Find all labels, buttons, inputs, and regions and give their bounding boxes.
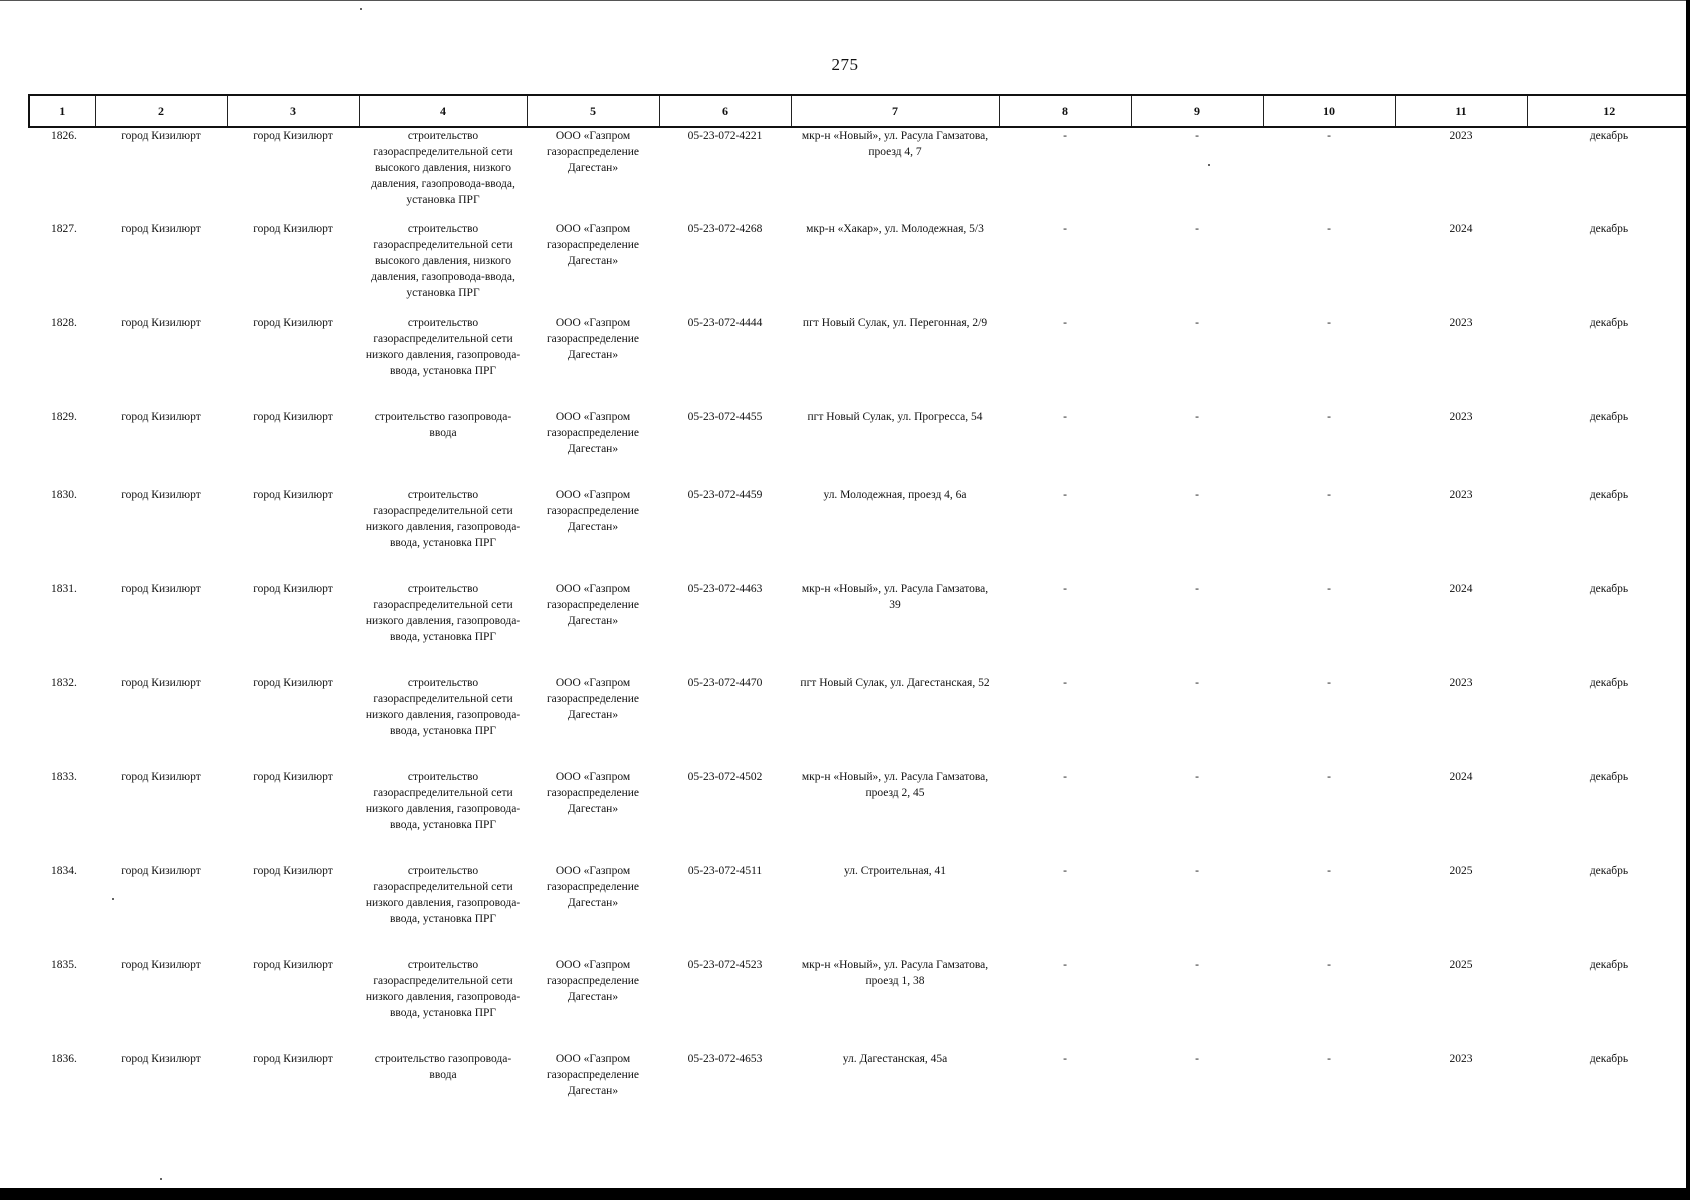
- row-number: 1836.: [51, 1053, 77, 1065]
- work-description-cell: строительство газораспределительной сети низкого давления, газопровода-ввода, установка ПРГ: [365, 317, 521, 377]
- dash-cell: -: [1063, 865, 1067, 877]
- address-cell: пгт Новый Сулак, ул. Перегонная, 2/9: [802, 317, 988, 329]
- organization-cell: ООО «Газпром газораспределение Дагестан»: [546, 130, 640, 174]
- address-cell: мкр-н «Хакар», ул. Молодежная, 5/3: [806, 223, 984, 235]
- dash-cell: -: [1195, 583, 1199, 595]
- dash-cell: -: [1063, 1053, 1067, 1065]
- organization-cell: ООО «Газпром газораспределение Дагестан»: [546, 583, 640, 627]
- column-header: 1: [29, 95, 95, 127]
- table-row: [29, 769, 1690, 863]
- dash-cell: -: [1327, 771, 1331, 783]
- year-cell: 2023: [1449, 489, 1473, 501]
- municipality-cell: город Кизилюрт: [121, 959, 201, 971]
- scan-bottom-edge: [0, 1188, 1690, 1200]
- row-number: 1835.: [51, 959, 77, 971]
- month-cell: декабрь: [1589, 865, 1629, 877]
- organization-cell: ООО «Газпром газораспределение Дагестан»: [546, 1053, 640, 1097]
- work-description-cell: строительство газораспределительной сети высокого давления, низкого давления, газопровода-ввода, установка ПРГ: [371, 223, 515, 299]
- dash-cell: -: [1063, 677, 1067, 689]
- row-number: 1826.: [51, 130, 77, 142]
- organization-cell: ООО «Газпром газораспределение Дагестан»: [546, 677, 640, 721]
- settlement-cell: город Кизилюрт: [253, 959, 333, 971]
- row-number: 1830.: [51, 489, 77, 501]
- organization-cell: ООО «Газпром газораспределение Дагестан»: [546, 223, 640, 267]
- address-cell: мкр-н «Новый», ул. Расула Гамзатова, проезд 2, 45: [801, 771, 989, 799]
- table-row: [29, 1051, 1690, 1129]
- month-cell: декабрь: [1589, 411, 1629, 423]
- month-cell: декабрь: [1589, 223, 1629, 235]
- dash-cell: -: [1195, 130, 1199, 142]
- year-cell: 2023: [1449, 130, 1473, 142]
- column-header: 10: [1263, 95, 1395, 127]
- work-description-cell: строительство газораспределительной сети низкого давления, газопровода-ввода, установка ПРГ: [365, 959, 521, 1019]
- work-description-cell: строительство газораспределительной сети низкого давления, газопровода-ввода, установка ПРГ: [365, 677, 521, 737]
- table-row: [29, 487, 1690, 581]
- column-header: 8: [999, 95, 1131, 127]
- work-description-cell: строительство газораспределительной сети низкого давления, газопровода-ввода, установка ПРГ: [365, 865, 521, 925]
- dash-cell: -: [1327, 489, 1331, 501]
- municipality-cell: город Кизилюрт: [121, 317, 201, 329]
- settlement-cell: город Кизилюрт: [253, 771, 333, 783]
- gasification-schedule-table: [28, 94, 1690, 1129]
- month-cell: декабрь: [1589, 1053, 1629, 1065]
- address-cell: пгт Новый Сулак, ул. Прогресса, 54: [807, 411, 983, 423]
- table-row: [29, 957, 1690, 1051]
- column-number-row: [29, 95, 1690, 127]
- month-cell: декабрь: [1589, 317, 1629, 329]
- municipality-cell: город Кизилюрт: [121, 1053, 201, 1065]
- municipality-cell: город Кизилюрт: [121, 130, 201, 142]
- object-code-cell: 05-23-072-4463: [687, 583, 763, 595]
- row-number: 1834.: [51, 865, 77, 877]
- object-code-cell: 05-23-072-4653: [687, 1053, 763, 1065]
- organization-cell: ООО «Газпром газораспределение Дагестан»: [546, 411, 640, 455]
- dash-cell: -: [1327, 1053, 1331, 1065]
- address-cell: мкр-н «Новый», ул. Расула Гамзатова, проезд 1, 38: [801, 959, 989, 987]
- object-code-cell: 05-23-072-4455: [687, 411, 763, 423]
- row-number: 1832.: [51, 677, 77, 689]
- settlement-cell: город Кизилюрт: [253, 865, 333, 877]
- address-cell: мкр-н «Новый», ул. Расула Гамзатова, 39: [801, 583, 989, 611]
- year-cell: 2023: [1449, 1053, 1473, 1065]
- scan-right-edge: [1686, 0, 1690, 1200]
- municipality-cell: город Кизилюрт: [121, 865, 201, 877]
- month-cell: декабрь: [1589, 583, 1629, 595]
- municipality-cell: город Кизилюрт: [121, 771, 201, 783]
- settlement-cell: город Кизилюрт: [253, 130, 333, 142]
- dash-cell: -: [1195, 411, 1199, 423]
- dash-cell: -: [1195, 771, 1199, 783]
- table-row: [29, 315, 1690, 409]
- row-number: 1833.: [51, 771, 77, 783]
- row-number: 1827.: [51, 223, 77, 235]
- settlement-cell: город Кизилюрт: [253, 223, 333, 235]
- dash-cell: -: [1063, 223, 1067, 235]
- settlement-cell: город Кизилюрт: [253, 489, 333, 501]
- dash-cell: -: [1063, 959, 1067, 971]
- settlement-cell: город Кизилюрт: [253, 411, 333, 423]
- column-header: 6: [659, 95, 791, 127]
- column-header: 4: [359, 95, 527, 127]
- dash-cell: -: [1327, 583, 1331, 595]
- column-header: 5: [527, 95, 659, 127]
- table-row: [29, 581, 1690, 675]
- address-cell: пгт Новый Сулак, ул. Дагестанская, 52: [800, 677, 990, 689]
- work-description-cell: строительство газораспределительной сети низкого давления, газопровода-ввода, установка ПРГ: [365, 583, 521, 643]
- organization-cell: ООО «Газпром газораспределение Дагестан»: [546, 771, 640, 815]
- dash-cell: -: [1063, 317, 1067, 329]
- scan-speck: [360, 8, 362, 10]
- month-cell: декабрь: [1589, 677, 1629, 689]
- municipality-cell: город Кизилюрт: [121, 489, 201, 501]
- work-description-cell: строительство газораспределительной сети низкого давления, газопровода-ввода, установка ПРГ: [365, 489, 521, 549]
- dash-cell: -: [1327, 411, 1331, 423]
- object-code-cell: 05-23-072-4444: [687, 317, 763, 329]
- dash-cell: -: [1063, 583, 1067, 595]
- scan-top-edge: [0, 0, 1690, 1]
- settlement-cell: город Кизилюрт: [253, 583, 333, 595]
- address-cell: ул. Строительная, 41: [844, 865, 946, 877]
- column-header: 2: [95, 95, 227, 127]
- dash-cell: -: [1195, 1053, 1199, 1065]
- table-row: [29, 221, 1690, 315]
- object-code-cell: 05-23-072-4502: [687, 771, 763, 783]
- month-cell: декабрь: [1589, 771, 1629, 783]
- column-header: 7: [791, 95, 999, 127]
- object-code-cell: 05-23-072-4221: [687, 130, 763, 142]
- month-cell: декабрь: [1589, 489, 1629, 501]
- dash-cell: -: [1327, 677, 1331, 689]
- table-row: [29, 127, 1690, 221]
- dash-cell: -: [1063, 771, 1067, 783]
- municipality-cell: город Кизилюрт: [121, 583, 201, 595]
- scan-speck: [112, 898, 114, 900]
- municipality-cell: город Кизилюрт: [121, 223, 201, 235]
- table-row: [29, 409, 1690, 487]
- year-cell: 2025: [1449, 959, 1473, 971]
- organization-cell: ООО «Газпром газораспределение Дагестан»: [546, 865, 640, 909]
- municipality-cell: город Кизилюрт: [121, 411, 201, 423]
- year-cell: 2023: [1449, 677, 1473, 689]
- object-code-cell: 05-23-072-4459: [687, 489, 763, 501]
- year-cell: 2025: [1449, 865, 1473, 877]
- organization-cell: ООО «Газпром газораспределение Дагестан»: [546, 959, 640, 1003]
- organization-cell: ООО «Газпром газораспределение Дагестан»: [546, 489, 640, 533]
- organization-cell: ООО «Газпром газораспределение Дагестан»: [546, 317, 640, 361]
- year-cell: 2024: [1449, 583, 1473, 595]
- table-row: [29, 675, 1690, 769]
- scan-speck: [160, 1178, 162, 1180]
- settlement-cell: город Кизилюрт: [253, 677, 333, 689]
- row-number: 1831.: [51, 583, 77, 595]
- address-cell: мкр-н «Новый», ул. Расула Гамзатова, проезд 4, 7: [801, 130, 989, 158]
- dash-cell: -: [1063, 130, 1067, 142]
- year-cell: 2024: [1449, 223, 1473, 235]
- document-table-wrapper: [28, 94, 1690, 1129]
- column-header: 11: [1395, 95, 1527, 127]
- object-code-cell: 05-23-072-4523: [687, 959, 763, 971]
- dash-cell: -: [1195, 317, 1199, 329]
- work-description-cell: строительство газопровода-ввода: [374, 411, 512, 439]
- page-number: 275: [831, 55, 859, 74]
- column-header: 3: [227, 95, 359, 127]
- address-cell: ул. Молодежная, проезд 4, 6а: [823, 489, 967, 501]
- dash-cell: -: [1327, 317, 1331, 329]
- settlement-cell: город Кизилюрт: [253, 1053, 333, 1065]
- month-cell: декабрь: [1589, 959, 1629, 971]
- dash-cell: -: [1327, 223, 1331, 235]
- dash-cell: -: [1195, 489, 1199, 501]
- dash-cell: -: [1195, 865, 1199, 877]
- dash-cell: -: [1195, 223, 1199, 235]
- dash-cell: -: [1195, 677, 1199, 689]
- dash-cell: -: [1063, 411, 1067, 423]
- column-header: 12: [1527, 95, 1690, 127]
- year-cell: 2023: [1449, 317, 1473, 329]
- object-code-cell: 05-23-072-4470: [687, 677, 763, 689]
- row-number: 1828.: [51, 317, 77, 329]
- dash-cell: -: [1195, 959, 1199, 971]
- column-header: 9: [1131, 95, 1263, 127]
- work-description-cell: строительство газопровода-ввода: [374, 1053, 512, 1081]
- dash-cell: -: [1327, 959, 1331, 971]
- municipality-cell: город Кизилюрт: [121, 677, 201, 689]
- scan-speck: [1208, 164, 1210, 166]
- dash-cell: -: [1327, 130, 1331, 142]
- work-description-cell: строительство газораспределительной сети низкого давления, газопровода-ввода, установка ПРГ: [365, 771, 521, 831]
- object-code-cell: 05-23-072-4511: [687, 865, 763, 877]
- work-description-cell: строительство газораспределительной сети высокого давления, низкого давления, газопровода-ввода, установка ПРГ: [371, 130, 515, 206]
- address-cell: ул. Дагестанская, 45а: [842, 1053, 948, 1065]
- settlement-cell: город Кизилюрт: [253, 317, 333, 329]
- month-cell: декабрь: [1589, 130, 1629, 142]
- row-number: 1829.: [51, 411, 77, 423]
- table-row: [29, 863, 1690, 957]
- year-cell: 2024: [1449, 771, 1473, 783]
- dash-cell: -: [1327, 865, 1331, 877]
- object-code-cell: 05-23-072-4268: [687, 223, 763, 235]
- dash-cell: -: [1063, 489, 1067, 501]
- year-cell: 2023: [1449, 411, 1473, 423]
